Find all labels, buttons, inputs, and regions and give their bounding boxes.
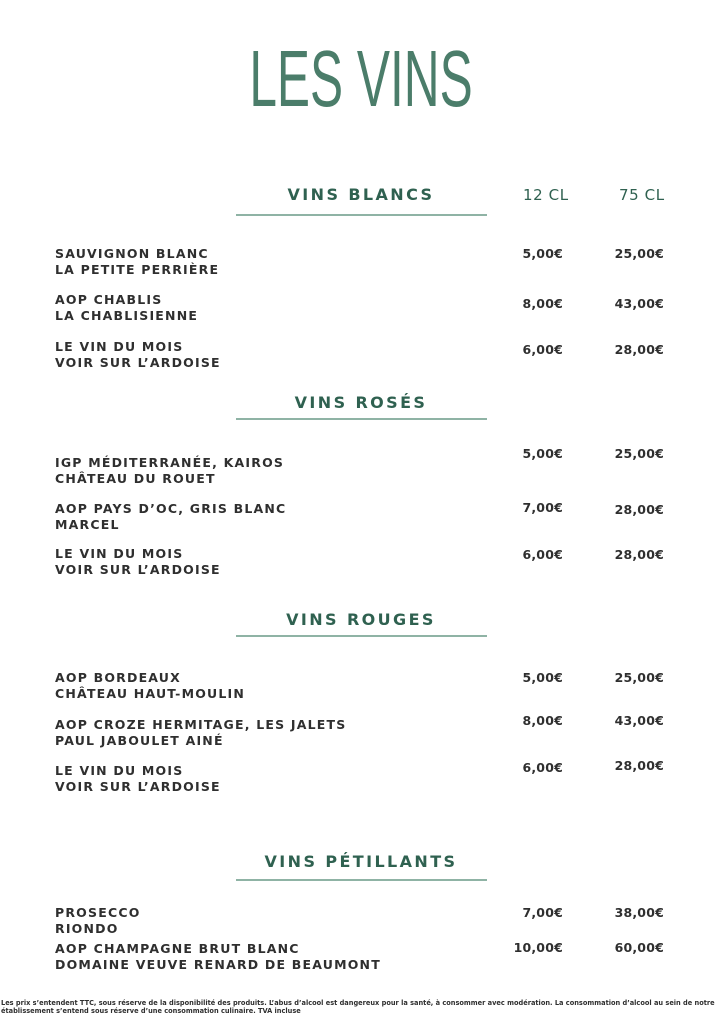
wine-item [55,292,495,324]
wine-name: LE VIN DU MOIS [55,763,184,778]
price-12cl: 7,00€ [522,500,563,515]
wine-name: PROSECCO [55,905,141,920]
section-divider [236,879,487,881]
price-75cl: 25,00€ [614,670,664,685]
wine-producer: LA PETITE PERRIÈRE [55,262,220,277]
price-12cl: 10,00€ [513,940,563,955]
price-75cl: 25,00€ [614,246,664,261]
wine-item [55,339,495,371]
wine-name: AOP CHABLIS [55,292,163,307]
wine-producer: LA CHABLISIENNE [55,308,199,323]
wine-name: AOP CHAMPAGNE BRUT BLANC [55,941,300,956]
wine-producer: MARCEL [55,517,120,532]
wine-name: AOP BORDEAUX [55,670,181,685]
wine-item [55,670,495,702]
price-75cl: 43,00€ [614,296,664,311]
wine-producer: CHÂTEAU DU ROUET [55,471,216,486]
wine-producer: VOIR SUR L’ARDOISE [55,779,221,794]
wine-item [55,763,495,795]
price-12cl: 8,00€ [522,296,563,311]
price-12cl: 8,00€ [522,713,563,728]
price-75cl: 28,00€ [614,502,664,517]
section-divider [236,635,487,637]
section-title-vins-blancs: VINS BLANCS [287,185,435,204]
wine-item [55,941,495,973]
wine-producer: VOIR SUR L’ARDOISE [55,355,221,370]
section-divider [236,418,487,420]
price-12cl: 7,00€ [522,905,563,920]
column-header-12cl: 12 CL [523,186,569,204]
wine-item [55,246,495,278]
section-title-vins-rouges: VINS ROUGES [286,610,436,629]
price-12cl: 5,00€ [522,670,563,685]
section-title-vins-petillants: VINS PÉTILLANTS [264,852,458,871]
page-title: LES VINS [249,34,473,123]
legal-footer: Les prix s’entendent TTC, sous réserve de la disponibilité des produits. L’abus d’alcool est dangereux pour la santé, à consommer avec modération. La consommation d’alcool au sein de notre établissement s’entend sous réserve d’une consommation culinaire. TVA incluse [1,999,715,1015]
wine-name: LE VIN DU MOIS [55,546,184,561]
wine-name: SAUVIGNON BLANC [55,246,209,261]
wine-producer: PAUL JABOULET AINÉ [55,733,224,748]
wine-producer: DOMAINE VEUVE RENARD DE BEAUMONT [55,957,381,972]
wine-item [55,905,495,937]
price-12cl: 5,00€ [522,446,563,461]
price-12cl: 6,00€ [522,547,563,562]
column-header-75cl: 75 CL [619,186,665,204]
price-12cl: 5,00€ [522,246,563,261]
wine-item [55,717,495,749]
price-75cl: 38,00€ [614,905,664,920]
wine-item [55,546,495,578]
section-divider [236,214,487,216]
price-75cl: 25,00€ [614,446,664,461]
price-75cl: 60,00€ [614,940,664,955]
price-75cl: 28,00€ [614,547,664,562]
wine-name: IGP MÉDITERRANÉE, KAIROS [55,455,285,470]
section-title-vins-roses: VINS ROSÉS [294,393,428,412]
wine-producer: RIONDO [55,921,119,936]
wine-item [55,455,495,487]
price-12cl: 6,00€ [522,760,563,775]
wine-producer: VOIR SUR L’ARDOISE [55,562,221,577]
price-12cl: 6,00€ [522,342,563,357]
wine-name: LE VIN DU MOIS [55,339,184,354]
price-75cl: 28,00€ [614,342,664,357]
price-75cl: 43,00€ [614,713,664,728]
wine-item [55,501,495,533]
wine-producer: CHÂTEAU HAUT-MOULIN [55,686,246,701]
price-75cl: 28,00€ [614,758,664,773]
wine-name: AOP PAYS D’OC, GRIS BLANC [55,501,287,516]
wine-name: AOP CROZE HERMITAGE, LES JALETS [55,717,347,732]
